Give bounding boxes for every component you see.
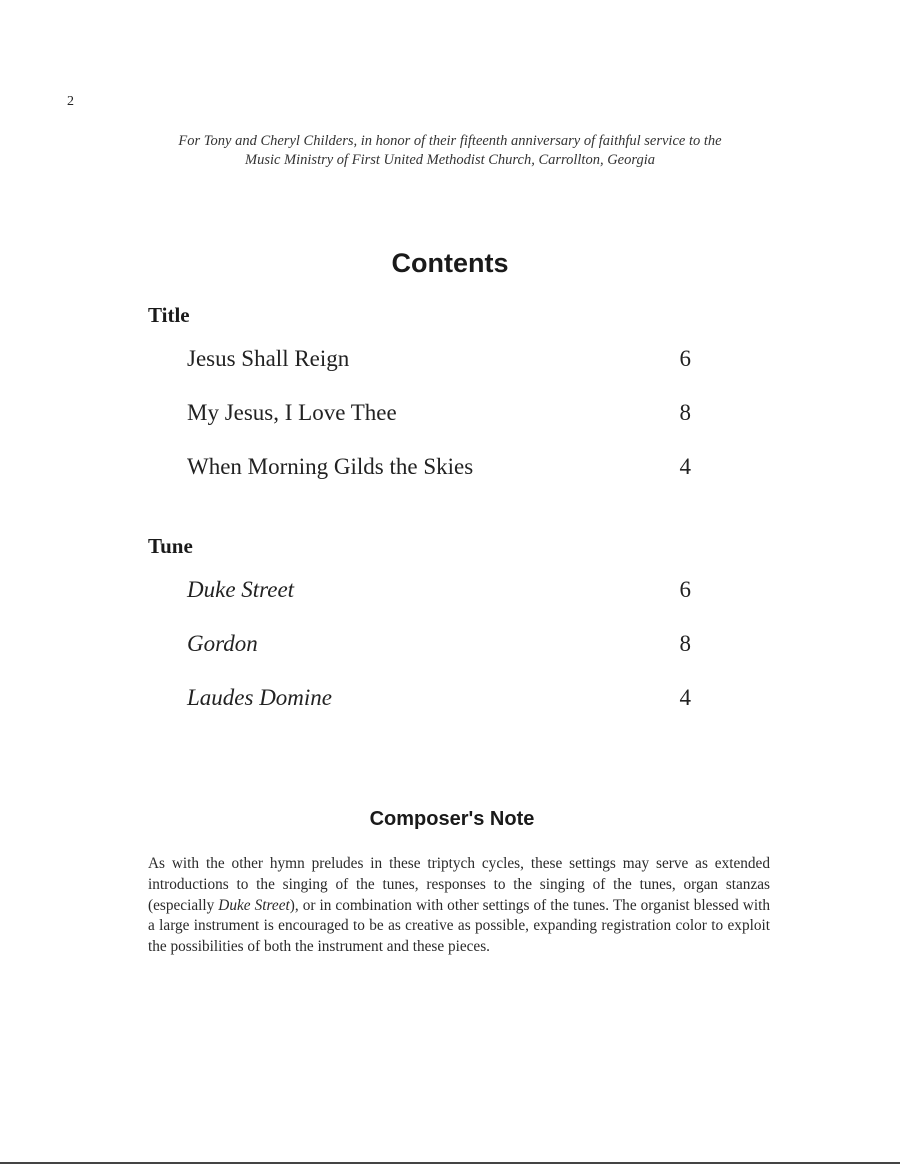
toc-entry-title: Duke Street: [187, 577, 295, 602]
toc-entry-page: 4: [679, 685, 691, 710]
toc-entry-title: Gordon: [187, 631, 258, 656]
composers-note-title: Composer's Note: [369, 808, 535, 830]
toc-entry: [187, 454, 691, 484]
toc-entry-title: Jesus Shall Reign: [187, 346, 350, 371]
toc-entry: [187, 346, 691, 376]
section-heading-tune: Tune: [148, 534, 193, 558]
dedication: [100, 132, 800, 170]
note-emphasis: Duke Street: [218, 896, 290, 914]
composers-note-body: [148, 854, 770, 958]
toc-entry-page: 4: [679, 454, 691, 479]
note-text: As with the other hymn preludes in these triptych cycles, these settings may serve as extended introductions to the singing of the tunes, responses to the singing of the tunes, organ stanzas (especially: [148, 855, 770, 914]
toc-entry-page: 8: [679, 400, 691, 425]
toc-entry-title: My Jesus, I Love Thee: [187, 400, 397, 425]
toc-entry-title: When Morning Gilds the Skies: [187, 454, 474, 479]
toc-entry-page: 6: [679, 577, 691, 602]
page-number: 2: [67, 94, 74, 109]
toc-entry-title: Laudes Domine: [187, 685, 333, 710]
toc-entry: [187, 685, 691, 715]
note-text: ), or in combination with other settings of the tunes. The organist blessed with a large instrument is encouraged to be as creative as possible, expanding registration color to exploit the possibilities of both the instrument and these pieces.: [148, 896, 770, 956]
toc-entry: [187, 577, 691, 607]
contents-title: Contents: [391, 248, 509, 278]
toc-entry: [187, 400, 691, 430]
section-heading-title: Title: [148, 303, 190, 327]
toc-entry-page: 8: [679, 631, 691, 656]
dedication-line: For Tony and Cheryl Childers, in honor of their fifteenth anniversary of faithful service to the: [178, 133, 722, 149]
dedication-line: Music Ministry of First United Methodist Church, Carrollton, Georgia: [244, 152, 655, 168]
toc-entry-page: 6: [679, 346, 691, 371]
toc-entry: [187, 631, 691, 661]
